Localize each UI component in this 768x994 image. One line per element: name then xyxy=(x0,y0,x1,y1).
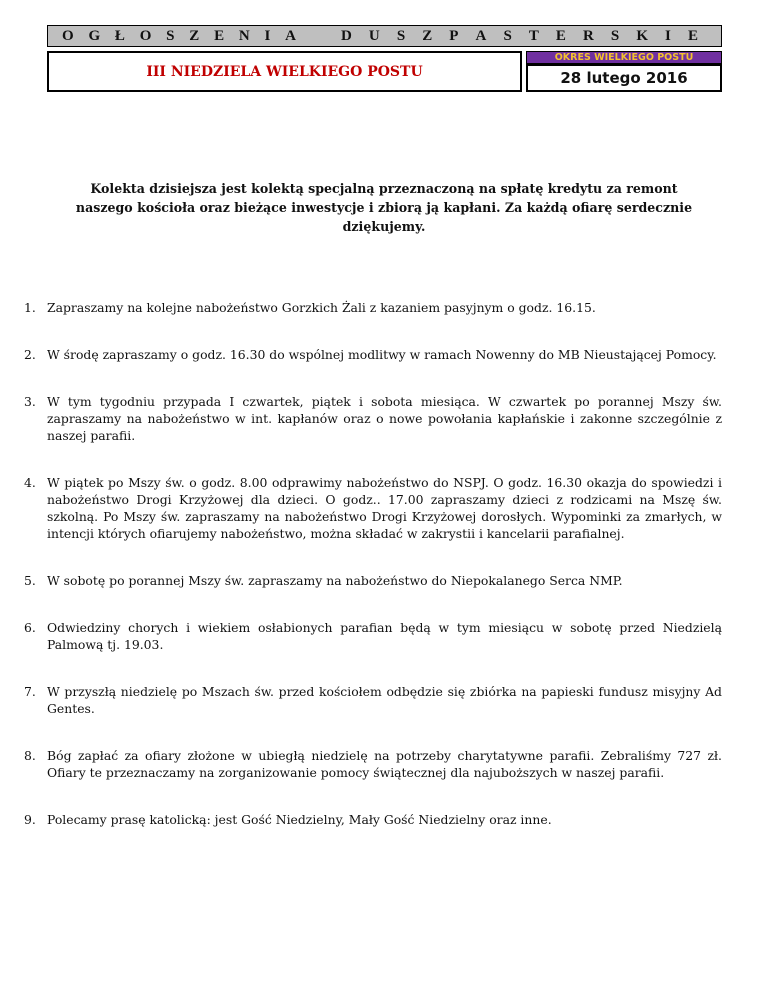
item-number: 3. xyxy=(24,394,36,409)
list-item xyxy=(24,393,722,444)
list-item xyxy=(24,346,722,363)
item-number: 2. xyxy=(24,347,36,362)
list-item xyxy=(24,619,722,653)
list-item xyxy=(24,811,722,828)
header-letter: I xyxy=(264,27,271,44)
season-label: OKRES WIELKIEGO POSTU xyxy=(526,51,722,64)
header-letter: Z xyxy=(189,27,200,44)
header-letter: O xyxy=(139,27,152,44)
header-letter: N xyxy=(238,27,250,44)
header-word-ogloszenia xyxy=(62,28,296,45)
header-letter: E xyxy=(214,27,225,44)
sunday-title: III NIEDZIELA WIELKIEGO POSTU xyxy=(47,51,522,92)
item-text: W piątek po Mszy św. o godz. 8.00 odprawimy nabożeństwo do NSPJ. O godz. 16.30 okazja do spowiedzi i nabożeństwo Drogi Krzyżowej dla dzieci. O godz.. 17.00 zapraszamy dzieci z rodzicami na Mszę św. szkolną. Po Mszy św. zapraszamy na nabożeństwo Drogi Krzyżowej dorosłych. Wypominki za zmarłych, w intencji których ofiarujemy nabożeństwo, można składać w zakrystii i kancelarii parafialnej. xyxy=(47,475,722,541)
header-letter: Z xyxy=(422,27,433,44)
header-letter: A xyxy=(285,27,296,44)
header-band xyxy=(47,25,722,47)
header-letter: S xyxy=(610,27,620,44)
item-number: 8. xyxy=(24,748,36,763)
list-item xyxy=(24,474,722,542)
header-letter: P xyxy=(449,27,459,44)
header-letter: R xyxy=(583,27,594,44)
item-text: Bóg zapłać za ofiary złożone w ubiegłą niedzielę na potrzeby charytatywne parafii. Zebraliśmy 727 zł. Ofiary te przeznaczamy na zorganizowanie pomocy świątecznej dla najuboższych w naszej parafii. xyxy=(47,748,722,780)
header-letter: I xyxy=(665,27,671,44)
header-letter: U xyxy=(368,27,380,44)
collection-intro: Kolekta dzisiejsza jest kolektą specjalną przeznaczoną na spłatę kredytu za remont naszego kościoła oraz bieżące inwestycje i zbiorą ją kapłani. Za każdą ofiarę serdecznie dziękujemy. xyxy=(75,181,693,234)
item-number: 4. xyxy=(24,475,36,490)
header-letter: S xyxy=(166,27,175,44)
item-text: W tym tygodniu przypada I czwartek, piątek i sobota miesiąca. W czwartek po porannej Mszy św. zapraszamy na nabożeństwo w int. kapłanów oraz o nowe powołania kapłańskie i zakonne szczególnie z naszej parafii. xyxy=(47,394,722,443)
list-item xyxy=(24,683,722,717)
header-letter: K xyxy=(636,27,648,44)
header-letter: D xyxy=(341,27,352,44)
item-number: 9. xyxy=(24,812,36,827)
header-letter: G xyxy=(88,27,101,44)
item-number: 1. xyxy=(24,300,36,315)
item-text: Polecamy prasę katolicką: jest Gość Niedzielny, Mały Gość Niedzielny oraz inne. xyxy=(47,812,552,827)
item-number: 7. xyxy=(24,684,36,699)
list-item xyxy=(24,747,722,781)
item-number: 5. xyxy=(24,573,36,588)
header-word-duszpasterskie xyxy=(341,28,698,45)
item-text: W przyszłą niedzielę po Mszach św. przed kościołem odbędzie się zbiórka na papieski fundusz misyjny Ad Gentes. xyxy=(47,684,722,716)
item-text: Odwiedziny chorych i wiekiem osłabionych parafian będą w tym miesiącu w sobotę przed Niedzielą Palmową tj. 19.03. xyxy=(47,620,722,652)
list-item xyxy=(24,572,722,589)
header-letter: Ł xyxy=(114,27,125,44)
announcements-list xyxy=(24,299,722,828)
header-letter: S xyxy=(396,27,406,44)
header-letter: E xyxy=(555,27,566,44)
header-letter: S xyxy=(503,27,512,44)
item-number: 6. xyxy=(24,620,36,635)
item-text: W środę zapraszamy o godz. 16.30 do wspólnej modlitwy w ramach Nowenny do MB Nieustającej Pomocy. xyxy=(47,347,717,362)
header-letter: T xyxy=(528,27,539,44)
header-letter: O xyxy=(62,27,74,44)
item-text: W sobotę po porannej Mszy św. zapraszamy na nabożeństwo do Niepokalanego Serca NMP. xyxy=(47,573,623,588)
header-letter: A xyxy=(475,27,487,44)
list-item xyxy=(24,299,722,316)
header-letter: E xyxy=(687,27,698,44)
item-text: Zapraszamy na kolejne nabożeństwo Gorzkich Żali z kazaniem pasyjnym o godz. 16.15. xyxy=(47,300,596,315)
date-box: 28 lutego 2016 xyxy=(526,64,722,92)
